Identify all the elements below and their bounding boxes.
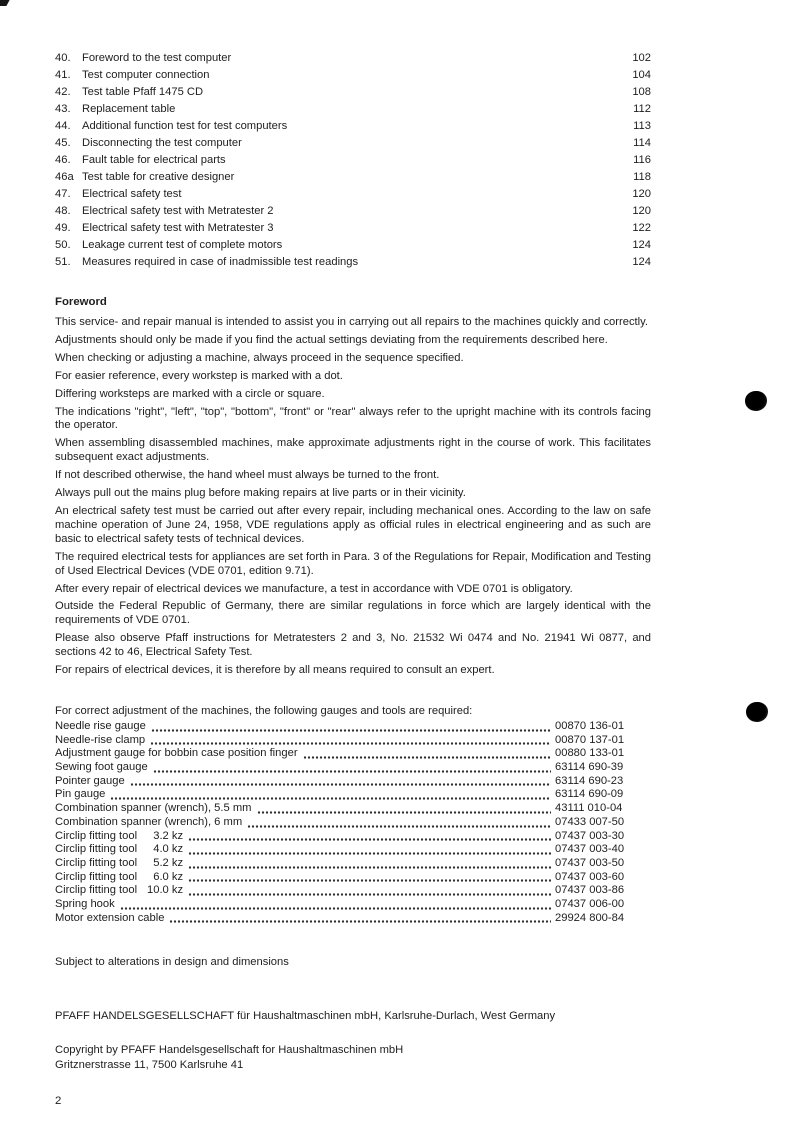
toc-item-page: 122: [632, 222, 651, 234]
tool-row: [55, 761, 641, 775]
dotted-leader: [303, 756, 551, 759]
tool-row: [55, 843, 641, 857]
dotted-leader: [169, 920, 551, 923]
dotted-leader: [151, 729, 551, 732]
toc-item-number: 51.: [55, 256, 71, 268]
toc-item-number: 42.: [55, 86, 71, 98]
toc-item-label: Leakage current test of complete motors: [82, 239, 283, 251]
toc-item-page: 102: [632, 52, 651, 64]
tool-row: [55, 857, 641, 871]
toc-item-number: 41.: [55, 69, 71, 81]
toc-item-number: 48.: [55, 205, 71, 217]
tool-size: 5.2 kz: [153, 856, 184, 869]
page-number: 2: [55, 1095, 62, 1108]
foreword-section: [55, 295, 651, 678]
tool-part-number: 43111 010-04: [555, 802, 623, 815]
toc-row: [55, 67, 651, 84]
tool-part-number: 07437 003-86: [555, 884, 625, 897]
tool-part-number: 07437 006-00: [555, 898, 625, 911]
dotted-leader: [153, 770, 551, 773]
tool-part-number: 00870 137-01: [555, 733, 625, 746]
tools-intro: For correct adjustment of the machines, the following gauges and tools are required:: [55, 704, 473, 717]
tool-name: Pin gauge: [55, 788, 106, 801]
toc-item-number: 46a: [55, 171, 74, 183]
foreword-paragraph: Always pull out the mains plug before making repairs at live parts or in their vicinity.: [55, 487, 466, 500]
toc-item-page: 124: [632, 256, 651, 268]
tool-part-number: 63114 690-23: [555, 774, 624, 787]
foreword-paragraph: Adjustments should only be made if you find the actual settings deviating from the requirements described here.: [55, 333, 608, 346]
toc-item-page: 124: [632, 239, 651, 251]
foreword-paragraph: The required electrical tests for appliances are set forth in Para. 3 of the Regulations for Repair, Modification and Testing of Used Electrical Devices (VDE 0701, edition 9.71).: [55, 550, 651, 577]
toc-item-number: 43.: [55, 103, 71, 115]
dotted-leader: [188, 879, 551, 882]
toc-item-page: 104: [632, 69, 651, 81]
foreword-paragraph: After every repair of electrical devices we manufacture, a test in accordance with VDE 0701 is obligatory.: [55, 582, 573, 595]
tool-size: 4.0 kz: [153, 843, 184, 856]
toc-item-label: Measures required in case of inadmissible test readings: [82, 256, 359, 268]
toc-item-number: 46.: [55, 154, 71, 166]
tool-row: [55, 747, 641, 761]
toc-item-number: 47.: [55, 188, 71, 200]
toc-item-page: 118: [633, 171, 651, 183]
toc-row: [55, 118, 651, 135]
tool-row: [55, 884, 641, 898]
toc-item-label: Electrical safety test: [82, 188, 182, 200]
tool-row: [55, 816, 641, 830]
toc-item-label: Additional function test for test computers: [82, 120, 288, 132]
toc-item-label: Test table Pfaff 1475 CD: [82, 86, 204, 98]
tool-name: Circlip fitting tool: [55, 884, 138, 897]
tool-size: 6.0 kz: [153, 870, 184, 883]
dotted-leader: [130, 783, 551, 786]
toc-row: [55, 254, 651, 271]
binding-dot-bottom: [746, 702, 768, 722]
copyright-line: Copyright by PFAFF Handelsgesellschaft for Haushaltmaschinen mbH: [55, 1044, 404, 1057]
dotted-leader: [120, 907, 551, 910]
toc-row: [55, 84, 651, 101]
foreword-paragraph: When checking or adjusting a machine, always proceed in the sequence specified.: [55, 351, 464, 364]
copyright-block: [55, 1043, 651, 1073]
tool-row: [55, 775, 641, 789]
tool-name: Combination spanner (wrench), 5.5 mm: [55, 802, 252, 815]
tool-row: [55, 912, 641, 926]
tool-name: Needle-rise clamp: [55, 733, 146, 746]
toc-item-label: Disconnecting the test computer: [82, 137, 242, 149]
toc-row: [55, 101, 651, 118]
toc-item-label: Electrical safety test with Metratester 3: [82, 222, 274, 234]
tool-part-number: 07437 003-30: [555, 829, 625, 842]
toc-item-number: 49.: [55, 222, 71, 234]
toc-item-label: Foreword to the test computer: [82, 52, 232, 64]
tools-section: [55, 704, 651, 926]
toc-item-page: 120: [632, 205, 651, 217]
toc-row: [55, 237, 651, 254]
foreword-paragraph: This service- and repair manual is intended to assist you in carrying out all repairs to the machines quickly and correctly.: [55, 316, 649, 328]
toc-item-label: Fault table for electrical parts: [82, 154, 226, 166]
tool-size: 10.0 kz: [147, 884, 184, 897]
address-line: Gritznerstrasse 11, 7500 Karlsruhe 41: [55, 1059, 244, 1072]
dotted-leader: [247, 825, 551, 828]
toc-item-number: 40.: [55, 52, 71, 64]
table-of-contents: [55, 50, 651, 271]
toc-row: [55, 152, 651, 169]
dotted-leader: [188, 838, 551, 841]
toc-item-number: 45.: [55, 137, 71, 149]
tool-part-number: 07437 003-40: [555, 843, 625, 856]
tool-row: [55, 898, 641, 912]
tool-size: 3.2 kz: [153, 829, 184, 842]
tool-part-number: 00880 133-01: [555, 747, 625, 760]
tool-part-number: 00870 136-01: [555, 719, 625, 732]
toc-item-number: 44.: [55, 120, 71, 132]
alterations-note: Subject to alterations in design and dimensions: [55, 956, 289, 969]
tool-part-number: 63114 690-39: [555, 761, 624, 774]
tool-row: [55, 871, 641, 885]
toc-item-page: 116: [633, 154, 651, 166]
toc-item-label: Electrical safety test with Metratester 2: [82, 205, 274, 217]
foreword-paragraph: If not described otherwise, the hand wheel must always be turned to the front.: [55, 469, 440, 482]
toc-item-page: 113: [633, 120, 651, 132]
tool-part-number: 07433 007-50: [555, 815, 625, 828]
toc-row: [55, 186, 651, 203]
tool-name: Adjustment gauge for bobbin case position finger: [55, 747, 298, 760]
dotted-leader: [188, 866, 551, 869]
dotted-leader: [150, 742, 551, 745]
toc-row: [55, 169, 651, 186]
toc-row: [55, 135, 651, 152]
tool-name: Spring hook: [55, 898, 115, 911]
toc-row: [55, 220, 651, 237]
foreword-paragraph: Please also observe Pfaff instructions for Metratesters 2 and 3, No. 21532 Wi 0474 and No. 21941 Wi 0877, and sections 42 to 46, Electrical Safety Test.: [55, 632, 651, 659]
toc-item-label: Test computer connection: [82, 69, 210, 81]
toc-item-page: 108: [632, 86, 651, 98]
dotted-leader: [257, 811, 552, 814]
tool-row: [55, 720, 641, 734]
foreword-paragraph: When assembling disassembled machines, make approximate adjustments right in the course of work. This facilitates subsequent exact adjustments.: [55, 437, 651, 464]
company-line: PFAFF HANDELSGESELLSCHAFT für Haushaltmaschinen mbH, Karlsruhe-Durlach, West Germany: [55, 1010, 556, 1023]
dotted-leader: [188, 852, 551, 855]
tool-name: Needle rise gauge: [55, 719, 146, 732]
tool-part-number: 07437 003-50: [555, 856, 625, 869]
toc-item-page: 112: [633, 103, 651, 115]
tool-row: [55, 802, 641, 816]
toc-item-page: 120: [632, 188, 651, 200]
toc-item-number: 50.: [55, 239, 71, 251]
tool-part-number: 63114 690-09: [555, 788, 624, 801]
tool-row: [55, 788, 641, 802]
toc-item-label: Replacement table: [82, 103, 176, 115]
tool-name: Circlip fitting tool: [55, 856, 138, 869]
foreword-paragraph: Differing worksteps are marked with a circle or square.: [55, 387, 325, 400]
toc-row: [55, 50, 651, 67]
tool-name: Circlip fitting tool: [55, 870, 138, 883]
scan-corner-artifact: [0, 0, 10, 6]
toc-row: [55, 203, 651, 220]
binding-dot-top: [745, 391, 767, 411]
tool-row: [55, 830, 641, 844]
dotted-leader: [110, 797, 551, 800]
foreword-paragraph: Outside the Federal Republic of Germany, there are similar regulations in force which are largely identical with the requirements of VDE 0701.: [55, 600, 651, 627]
tool-name: Sewing foot gauge: [55, 761, 148, 774]
tool-name: Motor extension cable: [55, 911, 165, 924]
tool-name: Circlip fitting tool: [55, 843, 138, 856]
foreword-paragraph: An electrical safety test must be carried out after every repair, including mechanical ones. According to the law on safe machine operation of June 24, 1958, VDE regulations apply as official rules in electrical engineering and as such are basic to electrical safety tests of technical devices.: [55, 504, 651, 545]
toc-item-label: Test table for creative designer: [82, 171, 235, 183]
tool-row: [55, 734, 641, 748]
tool-part-number: 29924 800-84: [555, 911, 625, 924]
foreword-paragraph: For easier reference, every workstep is marked with a dot.: [55, 369, 343, 382]
foreword-paragraph: For repairs of electrical devices, it is therefore by all means required to consult an expert.: [55, 664, 495, 677]
tool-name: Circlip fitting tool: [55, 829, 138, 842]
foreword-heading: Foreword: [55, 296, 107, 308]
foreword-paragraph: The indications "right", "left", "top", "bottom", "front" or "rear" always refer to the upright machine with its controls facing the operator.: [55, 405, 651, 432]
dotted-leader: [188, 893, 551, 896]
tool-part-number: 07437 003-60: [555, 870, 625, 883]
foreword-paragraphs: [55, 316, 651, 678]
tools-list: [55, 720, 641, 926]
page-content: [55, 50, 651, 1107]
tool-name: Pointer gauge: [55, 774, 125, 787]
toc-item-page: 114: [633, 137, 651, 149]
tool-name: Combination spanner (wrench), 6 mm: [55, 815, 243, 828]
